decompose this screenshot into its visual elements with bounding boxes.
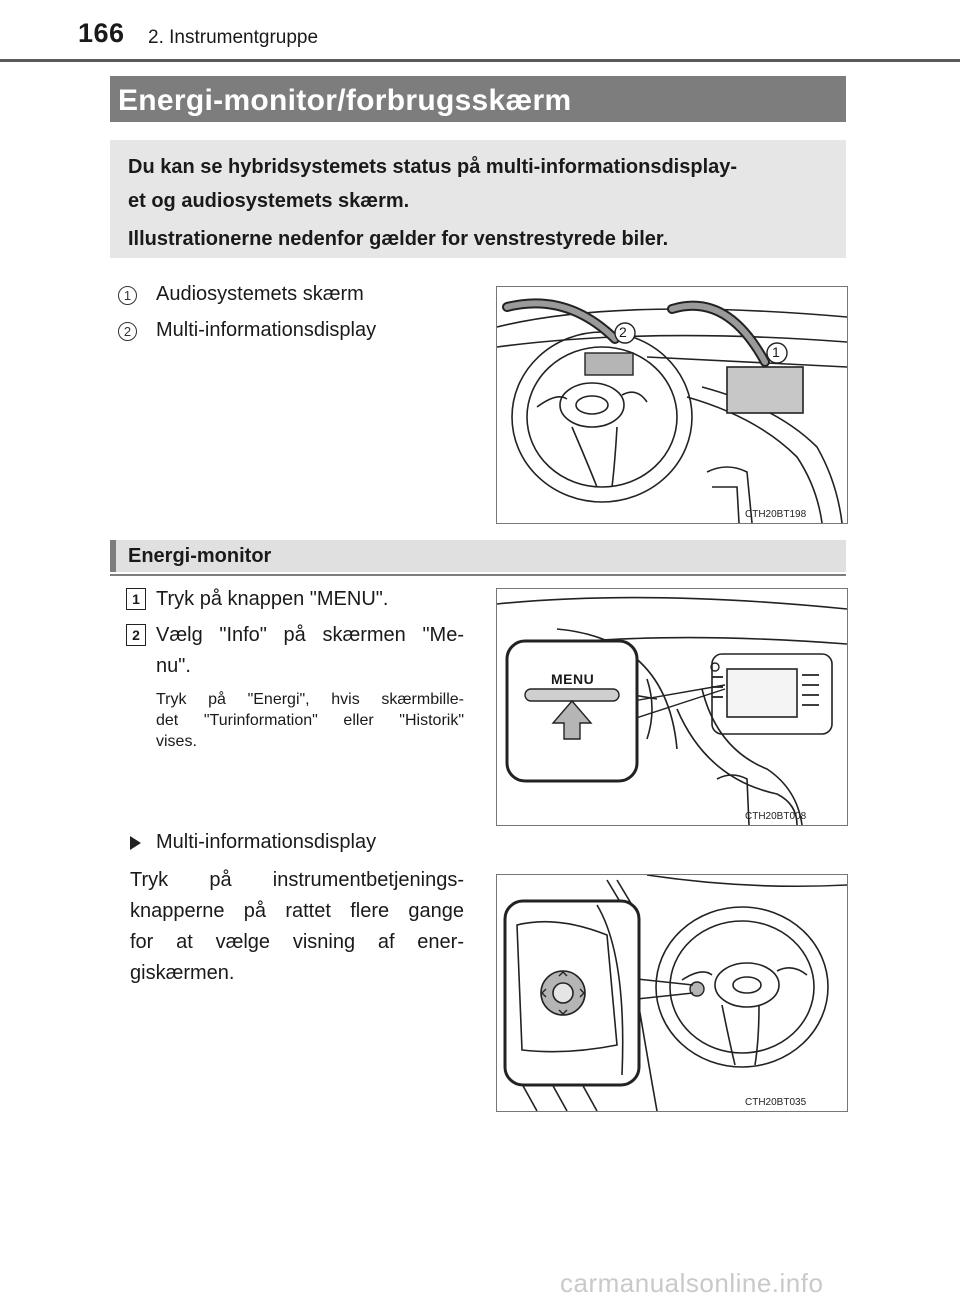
mid-heading: Multi-informationsdisplay — [156, 831, 377, 853]
menu-button-illustration — [497, 589, 847, 825]
figure1-callout-1: 1 — [772, 344, 780, 360]
chapter-title: 2. Instrumentgruppe — [148, 27, 319, 48]
legend-label-1: Audiosystemets skærm — [156, 283, 364, 305]
intro-line-1: Du kan se hybridsystemets status på multi-informationsdisplay- — [128, 156, 738, 178]
triangle-bullet-icon — [130, 836, 141, 850]
mid-text-line-4: giskærmen. — [130, 962, 235, 984]
mid-text-line-2: knapperne på rattet flere gange — [130, 900, 464, 922]
step-2-text-line-2: nu". — [156, 655, 191, 677]
step-number-1: 1 — [126, 588, 146, 610]
steering-switches-illustration — [497, 875, 847, 1111]
subsection-accent-bar — [110, 540, 116, 572]
menu-button-label: MENU — [551, 671, 595, 687]
figure-dashboard-overview — [496, 286, 848, 524]
step-number-2: 2 — [126, 624, 146, 646]
step-2-text-line-1: Vælg "Info" på skærmen "Me- — [156, 624, 464, 646]
figure3-code: CTH20BT035 — [745, 1097, 807, 1108]
dashboard-overview-illustration — [497, 287, 847, 523]
note-line-2: det "Turinformation" eller "Historik" — [156, 712, 464, 729]
legend-number-2: 2 — [118, 322, 137, 341]
figure-menu-button — [496, 588, 848, 826]
note-line-1: Tryk på "Energi", hvis skærmbille- — [156, 691, 464, 708]
figure1-callout-2: 2 — [619, 324, 627, 340]
figure2-code: CTH20BT008 — [745, 811, 807, 822]
step-1-text: Tryk på knappen "MENU". — [156, 588, 389, 610]
mid-text-line-3: for at vælge visning af ener- — [130, 931, 464, 953]
note-line-3: vises. — [156, 733, 197, 750]
watermark: carmanualsonline.info — [560, 1268, 824, 1298]
mid-text-line-1: Tryk på instrumentbetjenings- — [130, 869, 464, 891]
section-title: Energi-monitor/forbrugsskærm — [118, 84, 572, 117]
legend-number-1: 1 — [118, 286, 137, 305]
page-number: 166 — [78, 18, 125, 48]
subsection-title: Energi-monitor — [128, 545, 272, 567]
intro-line-2: et og audiosystemets skærm. — [128, 190, 410, 212]
subsection-rule — [110, 574, 846, 576]
legend-label-2: Multi-informationsdisplay — [156, 319, 377, 341]
figure-steering-switches — [496, 874, 848, 1112]
figure1-code: CTH20BT198 — [745, 509, 807, 520]
header-rule — [0, 59, 960, 62]
intro-line-3: Illustrationerne nedenfor gælder for venstrestyrede biler. — [128, 228, 669, 250]
